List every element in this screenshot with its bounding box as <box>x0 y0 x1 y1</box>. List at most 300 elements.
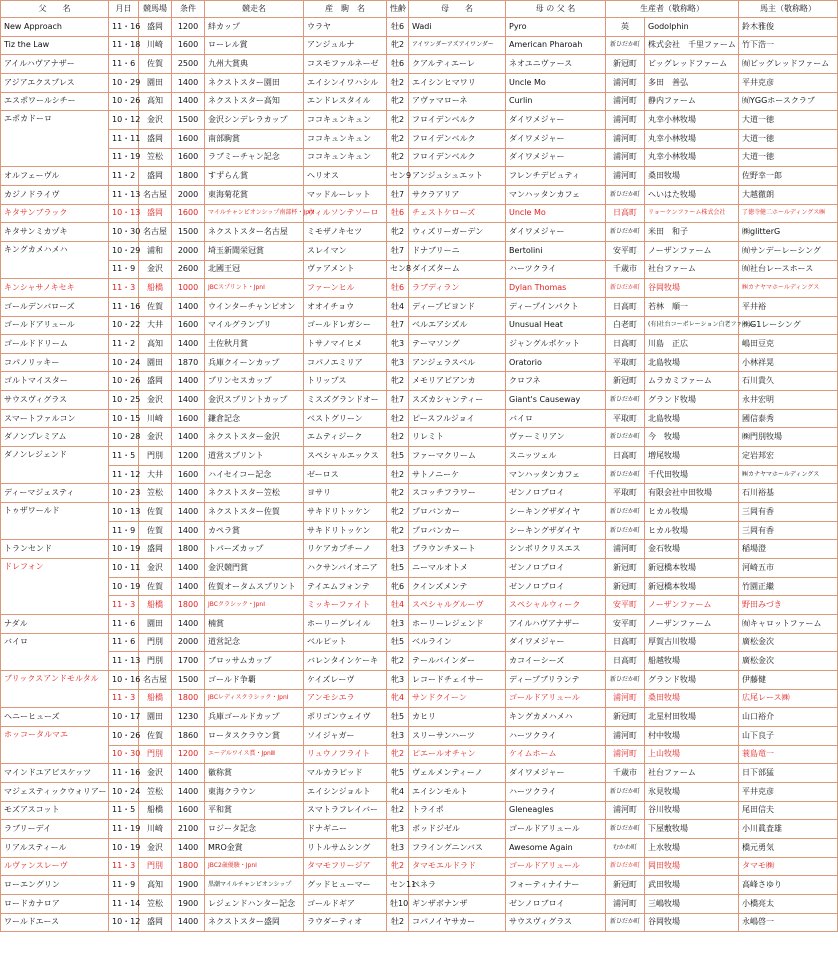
table-row <box>1 689 838 708</box>
sire-name: サウスヴィグラス <box>1 391 109 410</box>
horse-name: ケイズレーヴ <box>304 670 387 689</box>
race-date: 11・5 <box>109 447 139 466</box>
table-row <box>1 652 838 671</box>
dam-name: スペシャルグルーヴ <box>409 596 506 615</box>
dam-sire: アイルハヴアナザー <box>506 615 606 634</box>
table-row <box>1 521 838 540</box>
race-name: ハイセイコー記念 <box>205 465 304 484</box>
horse-name: エムティジーク <box>304 428 387 447</box>
header-row <box>1 1 838 18</box>
dam-name: チェストケローズ <box>409 204 506 223</box>
condition: 1600 <box>172 129 205 148</box>
race-name: 鎌倉記念 <box>205 409 304 428</box>
horse-name: リケアカプチーノ <box>304 540 387 559</box>
dam-name: スリーサンハーツ <box>409 726 506 745</box>
race-date: 11・16 <box>109 297 139 316</box>
owner: 大道一徳 <box>739 111 838 130</box>
track: 佐賀 <box>139 577 172 596</box>
table-row <box>1 484 838 503</box>
track: 笠松 <box>139 782 172 801</box>
table-row <box>1 18 838 37</box>
race-date: 11・16 <box>109 764 139 783</box>
birthplace: 平取町 <box>606 409 645 428</box>
breeder: Godolphin <box>645 18 739 37</box>
sire-name: ゴルトマイスター <box>1 372 109 391</box>
condition: 1800 <box>172 540 205 559</box>
condition: 1800 <box>172 167 205 186</box>
dam-sire: スニッツェル <box>506 447 606 466</box>
horse-name: オオイチョウ <box>304 297 387 316</box>
sex-age: 牡2 <box>387 465 409 484</box>
horse-name: トリップス <box>304 372 387 391</box>
owner: ㈱カナヤマホールディングス <box>739 465 838 484</box>
horse-name: サキドリトッケン <box>304 503 387 522</box>
track: 金沢 <box>139 559 172 578</box>
sire-name: コパノリッキー <box>1 353 109 372</box>
sire-name: ヘニーヒューズ <box>1 708 109 727</box>
owner: 広尾レース㈱ <box>739 689 838 708</box>
race-date: 11・6 <box>109 55 139 74</box>
dam-sire: Unusual Heat <box>506 316 606 335</box>
dam-sire: キングカメハメハ <box>506 708 606 727</box>
owner: 大越徹朗 <box>739 185 838 204</box>
condition: 1400 <box>172 764 205 783</box>
birthplace: 新ひだか町 <box>606 36 645 55</box>
breeder: 社台ファーム <box>645 260 739 279</box>
birthplace: 浦河町 <box>606 726 645 745</box>
dam-name: ペネラ <box>409 876 506 895</box>
sire-name: キタサンミカヅキ <box>1 223 109 242</box>
owner: 竹下浩一 <box>739 36 838 55</box>
birthplace: 日高町 <box>606 633 645 652</box>
owner: 國信泰秀 <box>739 409 838 428</box>
sex-age: 牝2 <box>387 652 409 671</box>
sex-age: 牡5 <box>387 708 409 727</box>
condition: 2600 <box>172 260 205 279</box>
breeder: 川島 正広 <box>645 335 739 354</box>
table-row <box>1 391 838 410</box>
table-row <box>1 335 838 354</box>
horse-name: エンドレスタイル <box>304 92 387 111</box>
horse-name: バレンタインケーキ <box>304 652 387 671</box>
dam-name: プロバンカー <box>409 503 506 522</box>
breeder: 桑田牧場 <box>645 689 739 708</box>
table-row <box>1 111 838 130</box>
horse-name: タマモフリージア <box>304 857 387 876</box>
sex-age: 牡7 <box>387 185 409 204</box>
sire-name: ロードカナロア <box>1 894 109 913</box>
track: 門別 <box>139 633 172 652</box>
dam-sire: Bertolini <box>506 241 606 260</box>
owner: 廣松金次 <box>739 652 838 671</box>
owner: ㈱門別牧場 <box>739 428 838 447</box>
owner: 定岩邦宏 <box>739 447 838 466</box>
table-row <box>1 764 838 783</box>
race-name: MRO金賞 <box>205 838 304 857</box>
sex-age: 牡2 <box>387 913 409 932</box>
race-name: JBCスプリント・JpnⅠ <box>205 279 304 298</box>
race-date: 11・13 <box>109 185 139 204</box>
track: 笠松 <box>139 894 172 913</box>
condition: 1000 <box>172 279 205 298</box>
track: 盛岡 <box>139 129 172 148</box>
condition: 2500 <box>172 55 205 74</box>
table-row <box>1 447 838 466</box>
birthplace: 新ひだか町 <box>606 820 645 839</box>
sire-name: ゴールドドリーム <box>1 335 109 354</box>
race-name: 九州大賞典 <box>205 55 304 74</box>
birthplace: 浦河町 <box>606 167 645 186</box>
race-name: ロータスクラウン賞 <box>205 726 304 745</box>
race-name: 東海菊花賞 <box>205 185 304 204</box>
dam-sire: ネオユニヴァース <box>506 55 606 74</box>
birthplace: 平取町 <box>606 484 645 503</box>
owner: 了徳寺健二ホールディングス㈱ <box>739 204 838 223</box>
track: 佐賀 <box>139 521 172 540</box>
owner: 野田みづき <box>739 596 838 615</box>
owner: 小川眞査雄 <box>739 820 838 839</box>
breeder: ノーザンファーム <box>645 241 739 260</box>
owner: 小橋亮太 <box>739 894 838 913</box>
horse-name: ヘリオス <box>304 167 387 186</box>
race-name: JBCレディスクラシック・JpnⅠ <box>205 689 304 708</box>
horse-name: グッドヒューマー <box>304 876 387 895</box>
dam-name: エイシンモルト <box>409 782 506 801</box>
dam-name: スコッチフラワー <box>409 484 506 503</box>
horse-name: ベルピット <box>304 633 387 652</box>
dam-name: ファーマクリーム <box>409 447 506 466</box>
owner: ㈲キャロットファーム <box>739 615 838 634</box>
breeder: グランド牧場 <box>645 670 739 689</box>
sex-age: 牡4 <box>387 596 409 615</box>
condition: 1400 <box>172 913 205 932</box>
race-name: 佐賀オータムスプリント <box>205 577 304 596</box>
birthplace: むかわ町 <box>606 838 645 857</box>
sire-name: オルフェーヴル <box>1 167 109 186</box>
table-row <box>1 73 838 92</box>
sire-name: トランセンド <box>1 540 109 559</box>
track: 盛岡 <box>139 167 172 186</box>
sire-name: キングカメハメハ <box>1 241 109 278</box>
race-name: 南部駒賞 <box>205 129 304 148</box>
table-row <box>1 801 838 820</box>
race-date: 11・6 <box>109 615 139 634</box>
dam-sire: ジャングルポケット <box>506 335 606 354</box>
track: 門別 <box>139 447 172 466</box>
sire-name: ホッコータルマエ <box>1 726 109 763</box>
dam-sire: Curlin <box>506 92 606 111</box>
dam-sire: ダイワメジャー <box>506 764 606 783</box>
dam-sire: ダイワメジャー <box>506 129 606 148</box>
dam-sire: Awesome Again <box>506 838 606 857</box>
owner: ㈱カナヤマホールディングス <box>739 279 838 298</box>
dam-name: クアルティエーレ <box>409 55 506 74</box>
sex-age: 牝2 <box>387 484 409 503</box>
sex-age: 牝2 <box>387 745 409 764</box>
dam-sire: ディープブリランテ <box>506 670 606 689</box>
owner: 橋元勇気 <box>739 838 838 857</box>
dam-name: フロイデンベルク <box>409 111 506 130</box>
table-row <box>1 745 838 764</box>
birthplace: 千歳市 <box>606 764 645 783</box>
condition: 1800 <box>172 857 205 876</box>
dam-sire: フレンチデピュティ <box>506 167 606 186</box>
horse-name: ココキュンキュン <box>304 148 387 167</box>
sex-age: 牝2 <box>387 148 409 167</box>
breeder: 北島牧場 <box>645 353 739 372</box>
condition: 1800 <box>172 689 205 708</box>
race-name: 平和賞 <box>205 801 304 820</box>
track: 船橋 <box>139 801 172 820</box>
race-name: JBC2歳優駿・JpnⅠ <box>205 857 304 876</box>
table-row <box>1 92 838 111</box>
race-name: ネクストスター盛岡 <box>205 913 304 932</box>
owner: 稲場澄 <box>739 540 838 559</box>
table-row <box>1 726 838 745</box>
dam-sire: サウスヴィグラス <box>506 913 606 932</box>
breeder: 船越牧場 <box>645 652 739 671</box>
breeder: 下屋敷牧場 <box>645 820 739 839</box>
condition: 1400 <box>172 577 205 596</box>
dam-sire: シーキングザダイヤ <box>506 503 606 522</box>
condition: 1400 <box>172 782 205 801</box>
condition: 1400 <box>172 372 205 391</box>
birthplace: 浦河町 <box>606 73 645 92</box>
race-name: すずらん賞 <box>205 167 304 186</box>
sire-name: ディーマジェスティ <box>1 484 109 503</box>
breeder: 三嶋牧場 <box>645 894 739 913</box>
horse-name: ココキュンキュン <box>304 111 387 130</box>
sire-name: マジェスティックウォリアー <box>1 782 109 801</box>
table-row <box>1 708 838 727</box>
race-date: 10・29 <box>109 241 139 260</box>
dam-name: フロイデンベルク <box>409 129 506 148</box>
dam-name: リレミト <box>409 428 506 447</box>
breeder: ノーザンファーム <box>645 615 739 634</box>
race-date: 10・16 <box>109 670 139 689</box>
breeder: 新冠橋本牧場 <box>645 559 739 578</box>
race-date: 11・3 <box>109 596 139 615</box>
owner: 平井克彦 <box>739 782 838 801</box>
table-row <box>1 316 838 335</box>
condition: 1400 <box>172 484 205 503</box>
condition: 1860 <box>172 726 205 745</box>
condition: 1900 <box>172 894 205 913</box>
sire-name: カジノドライヴ <box>1 185 109 204</box>
owner: 石川裕基 <box>739 484 838 503</box>
birthplace: 千歳市 <box>606 260 645 279</box>
track: 園田 <box>139 708 172 727</box>
sire-name: エスポワールシチー <box>1 92 109 111</box>
race-date: 10・17 <box>109 708 139 727</box>
sire-name: ナダル <box>1 615 109 634</box>
sex-age: 牝3 <box>387 820 409 839</box>
race-name: 道営スプリント <box>205 447 304 466</box>
owner: 石川貴久 <box>739 372 838 391</box>
owner: 大道一徳 <box>739 129 838 148</box>
sex-age: 牝2 <box>387 223 409 242</box>
dam-name: ピエールオチャン <box>409 745 506 764</box>
sex-age: セン9 <box>387 167 409 186</box>
sire-name: マインドユアビスケッツ <box>1 764 109 783</box>
sire-name: ワールドエース <box>1 913 109 932</box>
sex-age: 牡6 <box>387 18 409 37</box>
col-track: 競馬場 <box>139 1 172 18</box>
track: 名古屋 <box>139 670 172 689</box>
sex-age: 牝4 <box>387 689 409 708</box>
birthplace: 新冠町 <box>606 708 645 727</box>
sire-name: アイルハヴアナザー <box>1 55 109 74</box>
track: 盛岡 <box>139 913 172 932</box>
race-name: エーデルワイス賞・JpnⅢ <box>205 745 304 764</box>
table-row <box>1 260 838 279</box>
birthplace: 浦河町 <box>606 92 645 111</box>
track: 名古屋 <box>139 223 172 242</box>
table-row <box>1 36 838 55</box>
track: 笠松 <box>139 484 172 503</box>
dam-name: エイシンヒマワリ <box>409 73 506 92</box>
dam-name: フロイデンベルク <box>409 148 506 167</box>
table-row <box>1 633 838 652</box>
breeder: 岡田牧場 <box>645 857 739 876</box>
race-date: 10・13 <box>109 204 139 223</box>
sex-age: 牝5 <box>387 764 409 783</box>
condition: 1400 <box>172 615 205 634</box>
dam-name: トライポ <box>409 801 506 820</box>
condition: 2000 <box>172 633 205 652</box>
race-name: 兵庫ゴールドカップ <box>205 708 304 727</box>
sex-age: 牡6 <box>387 279 409 298</box>
horse-name: ミッキーファイト <box>304 596 387 615</box>
race-name: 土佐秋月賞 <box>205 335 304 354</box>
race-date: 11・19 <box>109 148 139 167</box>
birthplace: 新ひだか町 <box>606 857 645 876</box>
horse-name: ミモザノキセツ <box>304 223 387 242</box>
condition: 1200 <box>172 745 205 764</box>
sex-age: 牝2 <box>387 111 409 130</box>
sex-age: 牝6 <box>387 577 409 596</box>
table-row <box>1 838 838 857</box>
horse-name: アンジュルナ <box>304 36 387 55</box>
race-name: ブロッサムカップ <box>205 652 304 671</box>
track: 大井 <box>139 465 172 484</box>
breeder: 丸幸小林牧場 <box>645 129 739 148</box>
table-row <box>1 540 838 559</box>
condition: 1200 <box>172 447 205 466</box>
sex-age: 牡7 <box>387 316 409 335</box>
race-date: 11・16 <box>109 18 139 37</box>
horse-name: コパノエミリア <box>304 353 387 372</box>
col-sire: 父 名 <box>1 1 109 18</box>
track: 船橋 <box>139 596 172 615</box>
table-row <box>1 148 838 167</box>
breeder: 丸幸小林牧場 <box>645 111 739 130</box>
birthplace: 新ひだか町 <box>606 428 645 447</box>
race-name: ローレル賞 <box>205 36 304 55</box>
dam-sire: Oratorio <box>506 353 606 372</box>
owner: 嶋田豆克 <box>739 335 838 354</box>
table-row <box>1 167 838 186</box>
dam-name: メモリアビアンカ <box>409 372 506 391</box>
track: 金沢 <box>139 111 172 130</box>
sire-name: キタサンブラック <box>1 204 109 223</box>
dam-name: サトノニーケ <box>409 465 506 484</box>
table-row <box>1 559 838 578</box>
owner: 三岡有香 <box>739 503 838 522</box>
dam-sire: ハーツクライ <box>506 726 606 745</box>
col-race: 競走名 <box>205 1 304 18</box>
col-breeder: 生産者（敬称略） <box>606 1 739 18</box>
horse-name: ソイジャガー <box>304 726 387 745</box>
dam-sire: フォーティナイナー <box>506 876 606 895</box>
owner: 大道一徳 <box>739 148 838 167</box>
dam-sire: Gleneagles <box>506 801 606 820</box>
horse-name: スマトラフレイバー <box>304 801 387 820</box>
sire-name: キンシャサノキセキ <box>1 279 109 298</box>
owner: 永嶋啓一 <box>739 913 838 932</box>
birthplace: 新ひだか町 <box>606 465 645 484</box>
dam-sire: ディープインパクト <box>506 297 606 316</box>
owner: 平井裕 <box>739 297 838 316</box>
dam-name: Wadi <box>409 18 506 37</box>
dam-sire: Dylan Thomas <box>506 279 606 298</box>
race-date: 10・29 <box>109 73 139 92</box>
track: 川崎 <box>139 409 172 428</box>
sex-age: 牡2 <box>387 73 409 92</box>
race-name: 北國王冠 <box>205 260 304 279</box>
sire-name: モズアスコット <box>1 801 109 820</box>
birthplace: 浦河町 <box>606 111 645 130</box>
condition: 1600 <box>172 801 205 820</box>
track: 園田 <box>139 353 172 372</box>
table-row <box>1 204 838 223</box>
dam-sire: マンハッタンカフェ <box>506 465 606 484</box>
table-row <box>1 503 838 522</box>
track: 金沢 <box>139 428 172 447</box>
dam-name: ギンザボナンザ <box>409 894 506 913</box>
race-name: ネクストスター笠松 <box>205 484 304 503</box>
horse-name: ゴールドレガシー <box>304 316 387 335</box>
birthplace: 日高町 <box>606 204 645 223</box>
birthplace: 新ひだか町 <box>606 782 645 801</box>
breeder: へいはた牧場 <box>645 185 739 204</box>
birthplace: 新ひだか町 <box>606 503 645 522</box>
results-body <box>1 18 838 932</box>
condition: 1600 <box>172 409 205 428</box>
breeder: 北星村田牧場 <box>645 708 739 727</box>
horse-name: マルカラピッド <box>304 764 387 783</box>
condition: 1400 <box>172 503 205 522</box>
table-row <box>1 241 838 260</box>
dam-sire: American Pharoah <box>506 36 606 55</box>
dam-sire: クロフネ <box>506 372 606 391</box>
sire-name: トゥザワールド <box>1 503 109 540</box>
breeder: ヒカル牧場 <box>645 521 739 540</box>
sex-age: 牡3 <box>387 726 409 745</box>
dam-name: コパノイヤサカー <box>409 913 506 932</box>
track: 佐賀 <box>139 503 172 522</box>
sex-age: 牡3 <box>387 838 409 857</box>
birthplace: 新冠町 <box>606 876 645 895</box>
condition: 2000 <box>172 185 205 204</box>
sex-age: 牡2 <box>387 801 409 820</box>
sire-name: New Approach <box>1 18 109 37</box>
dam-name: アンジェラスベル <box>409 353 506 372</box>
sex-age: 牡5 <box>387 633 409 652</box>
dam-name: アイワンダーアズアイワンダー <box>409 36 506 55</box>
race-date: 10・30 <box>109 745 139 764</box>
sex-age: 牡3 <box>387 540 409 559</box>
